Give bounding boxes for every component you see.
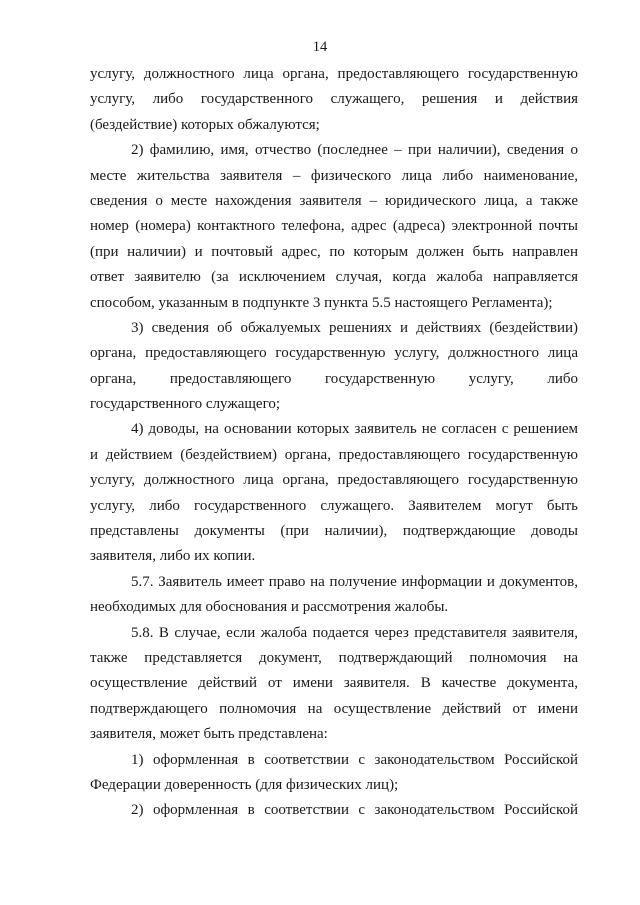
text-line: органа, предоставляющего государственную услугу, должностного лица: [90, 345, 578, 362]
text-line: 2) оформленная в соответствии с законодательством Российской: [131, 802, 578, 819]
text-line: месте жительства заявителя – физического лица либо наименование,: [90, 167, 578, 184]
text-line: 1) оформленная в соответствии с законодательством Российской: [131, 751, 578, 768]
text-line: представлены документы (при наличии), подтверждающие доводы: [90, 523, 578, 540]
text-line: номер (номера) контактного телефона, адрес (адреса) электронной почты: [90, 218, 578, 235]
text-line: услугу, должностного лица органа, предоставляющего государственную: [90, 472, 578, 489]
text-line: подтверждающего полномочия на осуществление действий от имени: [90, 700, 578, 717]
text-line: услугу, либо государственного служащего. Заявителем могут быть: [90, 497, 578, 514]
text-line: необходимых для обоснования и рассмотрения жалобы.: [90, 599, 449, 616]
text-line: (при наличии) и почтовый адрес, по которым должен быть направлен: [90, 243, 578, 260]
text-line: способом, указанным в подпункте 3 пункта 5.5 настоящего Регламента);: [90, 294, 553, 311]
text-line: также представляется документ, подтверждающий полномочия на: [90, 649, 578, 666]
text-line: услугу, должностного лица органа, предоставляющего государственную: [90, 66, 578, 82]
text-line: осуществление действий от имени заявителя. В качестве документа,: [90, 675, 578, 692]
text-line: заявителя, может быть представлена:: [90, 726, 328, 743]
text-line: (бездействие) которых обжалуются;: [90, 116, 320, 133]
text-line: ответ заявителю (за исключением случая, когда жалоба направляется: [90, 269, 578, 286]
text-line: 5.7. Заявитель имеет право на получение информации и документов,: [131, 573, 578, 590]
text-line: 5.8. В случае, если жалоба подается через представителя заявителя,: [131, 624, 578, 641]
text-line: и действием (бездействием) органа, предоставляющего государственную: [90, 446, 578, 463]
document-body: [90, 62, 578, 824]
text-line: Федерации доверенность (для физических лиц);: [90, 776, 399, 793]
text-line: 2) фамилию, имя, отчество (последнее – при наличии), сведения о: [131, 142, 578, 159]
text-line: 3) сведения об обжалуемых решениях и действиях (бездействии): [131, 319, 578, 336]
text-line: органа, предоставляющего государственную услугу, либо: [90, 370, 578, 387]
text-line: сведения о месте нахождения заявителя – юридического лица, а также: [90, 192, 578, 209]
text-line: государственного служащего;: [90, 396, 281, 413]
text-line: заявителя, либо их копии.: [90, 548, 256, 565]
text-line: услугу, либо государственного служащего, решения и действия: [90, 91, 578, 108]
page-number: 14: [312, 39, 328, 55]
text-line: 4) доводы, на основании которых заявитель не согласен с решением: [131, 421, 578, 438]
